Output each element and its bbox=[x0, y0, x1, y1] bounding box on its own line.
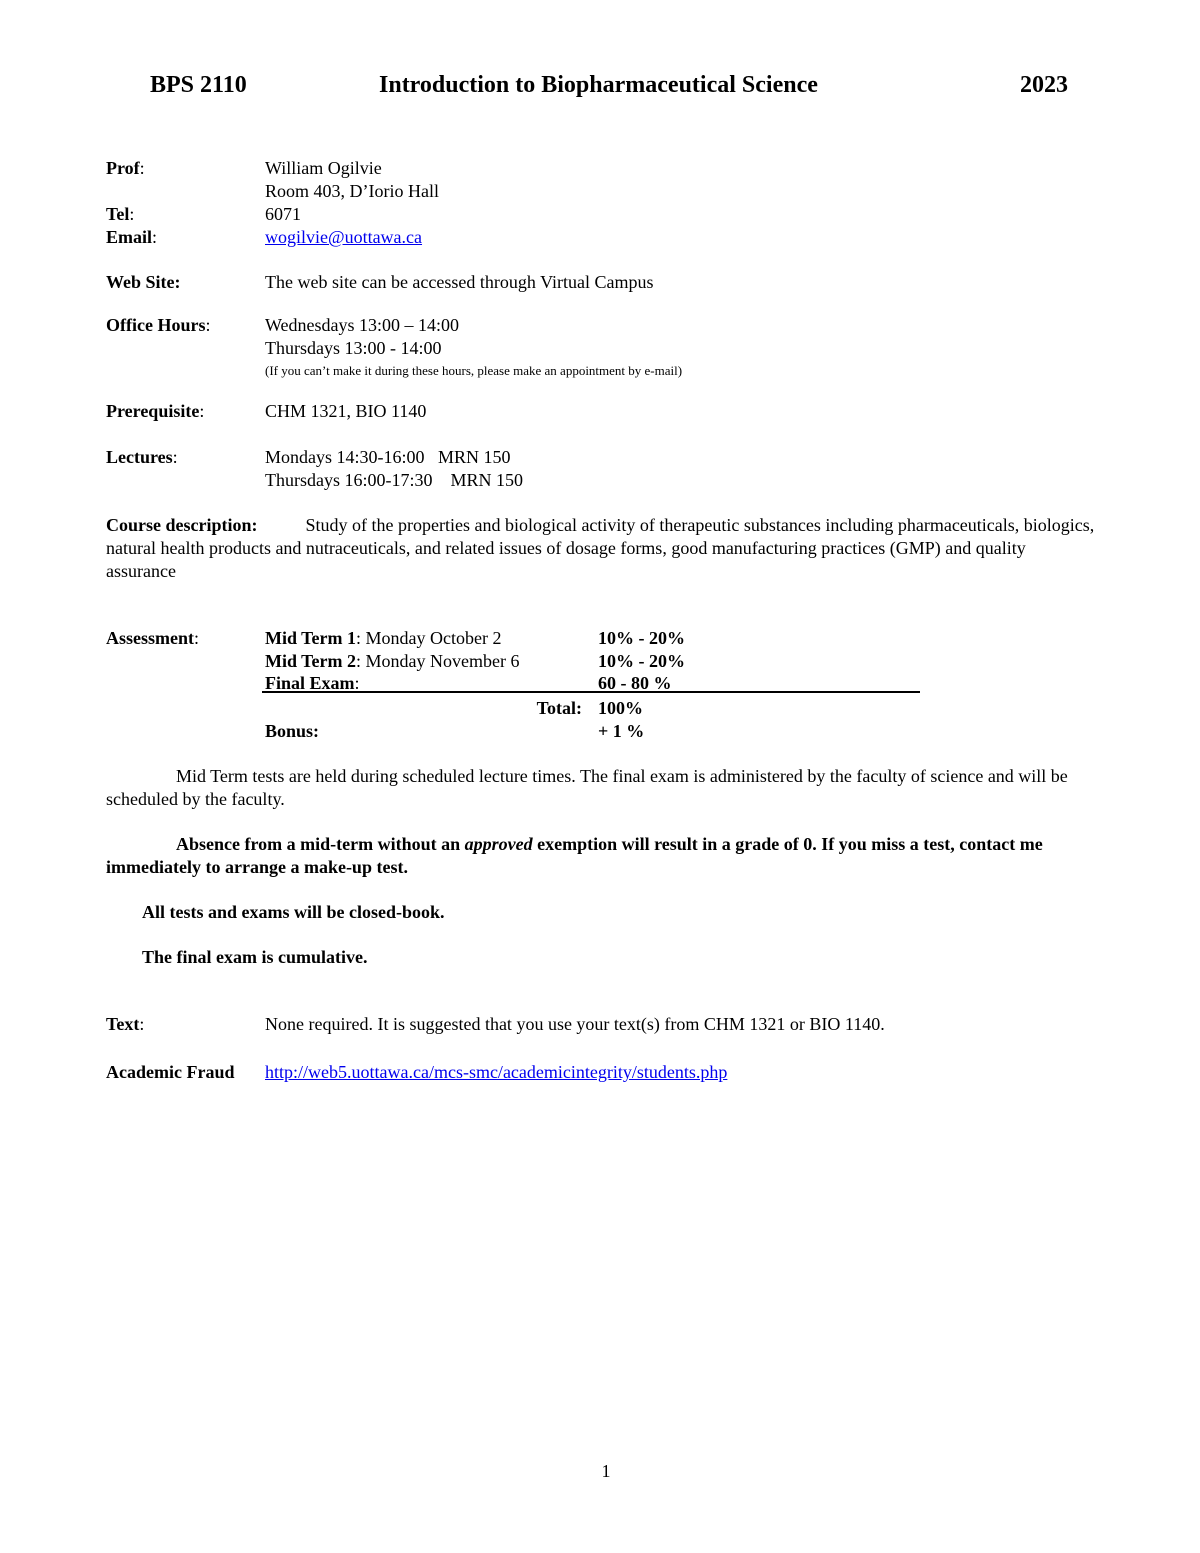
text-label: Text: bbox=[106, 1014, 145, 1034]
prof-room: Room 403, D’Iorio Hall bbox=[265, 181, 439, 201]
email-link[interactable]: wogilvie@uottawa.ca bbox=[265, 227, 423, 247]
assessment-divider bbox=[262, 691, 920, 693]
total-label: Total: bbox=[536, 698, 582, 718]
lectures-line1: Mondays 14:30-16:00 MRN 150 bbox=[265, 447, 511, 467]
assessment-label: Assessment: bbox=[106, 628, 200, 648]
course-description-text: Study of the properties and biological activity of therapeutic substances including pharmaceuticals, biologics, natural health products and nutraceuticals, and related issues of dosage forms, good manufacturing practices (GMP) and quality assurance bbox=[106, 515, 1095, 581]
academic-integrity-link[interactable]: http://web5.uottawa.ca/mcs-smc/academicintegrity/students.php bbox=[265, 1062, 728, 1082]
course-year: 2023 bbox=[1020, 72, 1068, 98]
midterm-note: Mid Term tests are held during scheduled lecture times. The final exam is administered by the faculty of science and will be scheduled by the faculty. bbox=[106, 766, 1068, 809]
page-number: 1 bbox=[601, 1461, 611, 1481]
office-hours-line2: Thursdays 13:00 - 14:00 bbox=[265, 338, 442, 358]
prof-name: William Ogilvie bbox=[265, 158, 382, 178]
academic-fraud-label: Academic Fraud bbox=[106, 1062, 235, 1082]
office-hours-note: (If you can’t make it during these hours, please make an appointment by e-mail) bbox=[265, 363, 683, 378]
lectures-line2: Thursdays 16:00-17:30 MRN 150 bbox=[265, 470, 523, 490]
course-header bbox=[150, 72, 1068, 106]
course-description-label: Course description: bbox=[106, 515, 258, 535]
prerequisite-label: Prerequisite: bbox=[106, 401, 205, 421]
assessment-item-weight: 10% - 20% bbox=[598, 628, 685, 648]
course-title: Introduction to Biopharmaceutical Science bbox=[379, 72, 818, 98]
text-value: None required. It is suggested that you use your text(s) from CHM 1321 or BIO 1140. bbox=[265, 1014, 885, 1034]
bonus-value: + 1 % bbox=[598, 721, 645, 741]
assessment-item-name: Mid Term 2: Monday November 6 bbox=[265, 651, 520, 671]
assessment-item-name: Mid Term 1: Monday October 2 bbox=[265, 628, 502, 648]
prerequisite-value: CHM 1321, BIO 1140 bbox=[265, 401, 427, 421]
email-label: Email: bbox=[106, 227, 158, 247]
assessment-item-weight: 10% - 20% bbox=[598, 651, 685, 671]
course-description bbox=[106, 514, 1100, 583]
lectures-label: Lectures: bbox=[106, 447, 178, 467]
cumulative-note: The final exam is cumulative. bbox=[142, 947, 368, 967]
website-label: Web Site: bbox=[106, 272, 181, 292]
tel-label: Tel: bbox=[106, 204, 135, 224]
approved-emphasis: approved bbox=[464, 834, 533, 854]
absence-note: Absence from a mid-term without an approved exemption will result in a grade of 0. If you miss a test, contact me immediately to arrange a make-up test. bbox=[106, 834, 1043, 877]
office-hours-line1: Wednesdays 13:00 – 14:00 bbox=[265, 315, 460, 335]
closed-book-note: All tests and exams will be closed-book. bbox=[142, 902, 445, 922]
website-value: The web site can be accessed through Virtual Campus bbox=[265, 272, 654, 292]
office-hours-label: Office Hours: bbox=[106, 315, 211, 335]
prof-label: Prof: bbox=[106, 158, 145, 178]
assessment-item-name: Final Exam: bbox=[265, 673, 360, 693]
bonus-label: Bonus: bbox=[265, 721, 320, 741]
course-code: BPS 2110 bbox=[150, 72, 247, 98]
tel-value: 6071 bbox=[265, 204, 301, 224]
assessment-item-weight: 60 - 80 % bbox=[598, 673, 672, 693]
total-value: 100% bbox=[598, 698, 643, 718]
